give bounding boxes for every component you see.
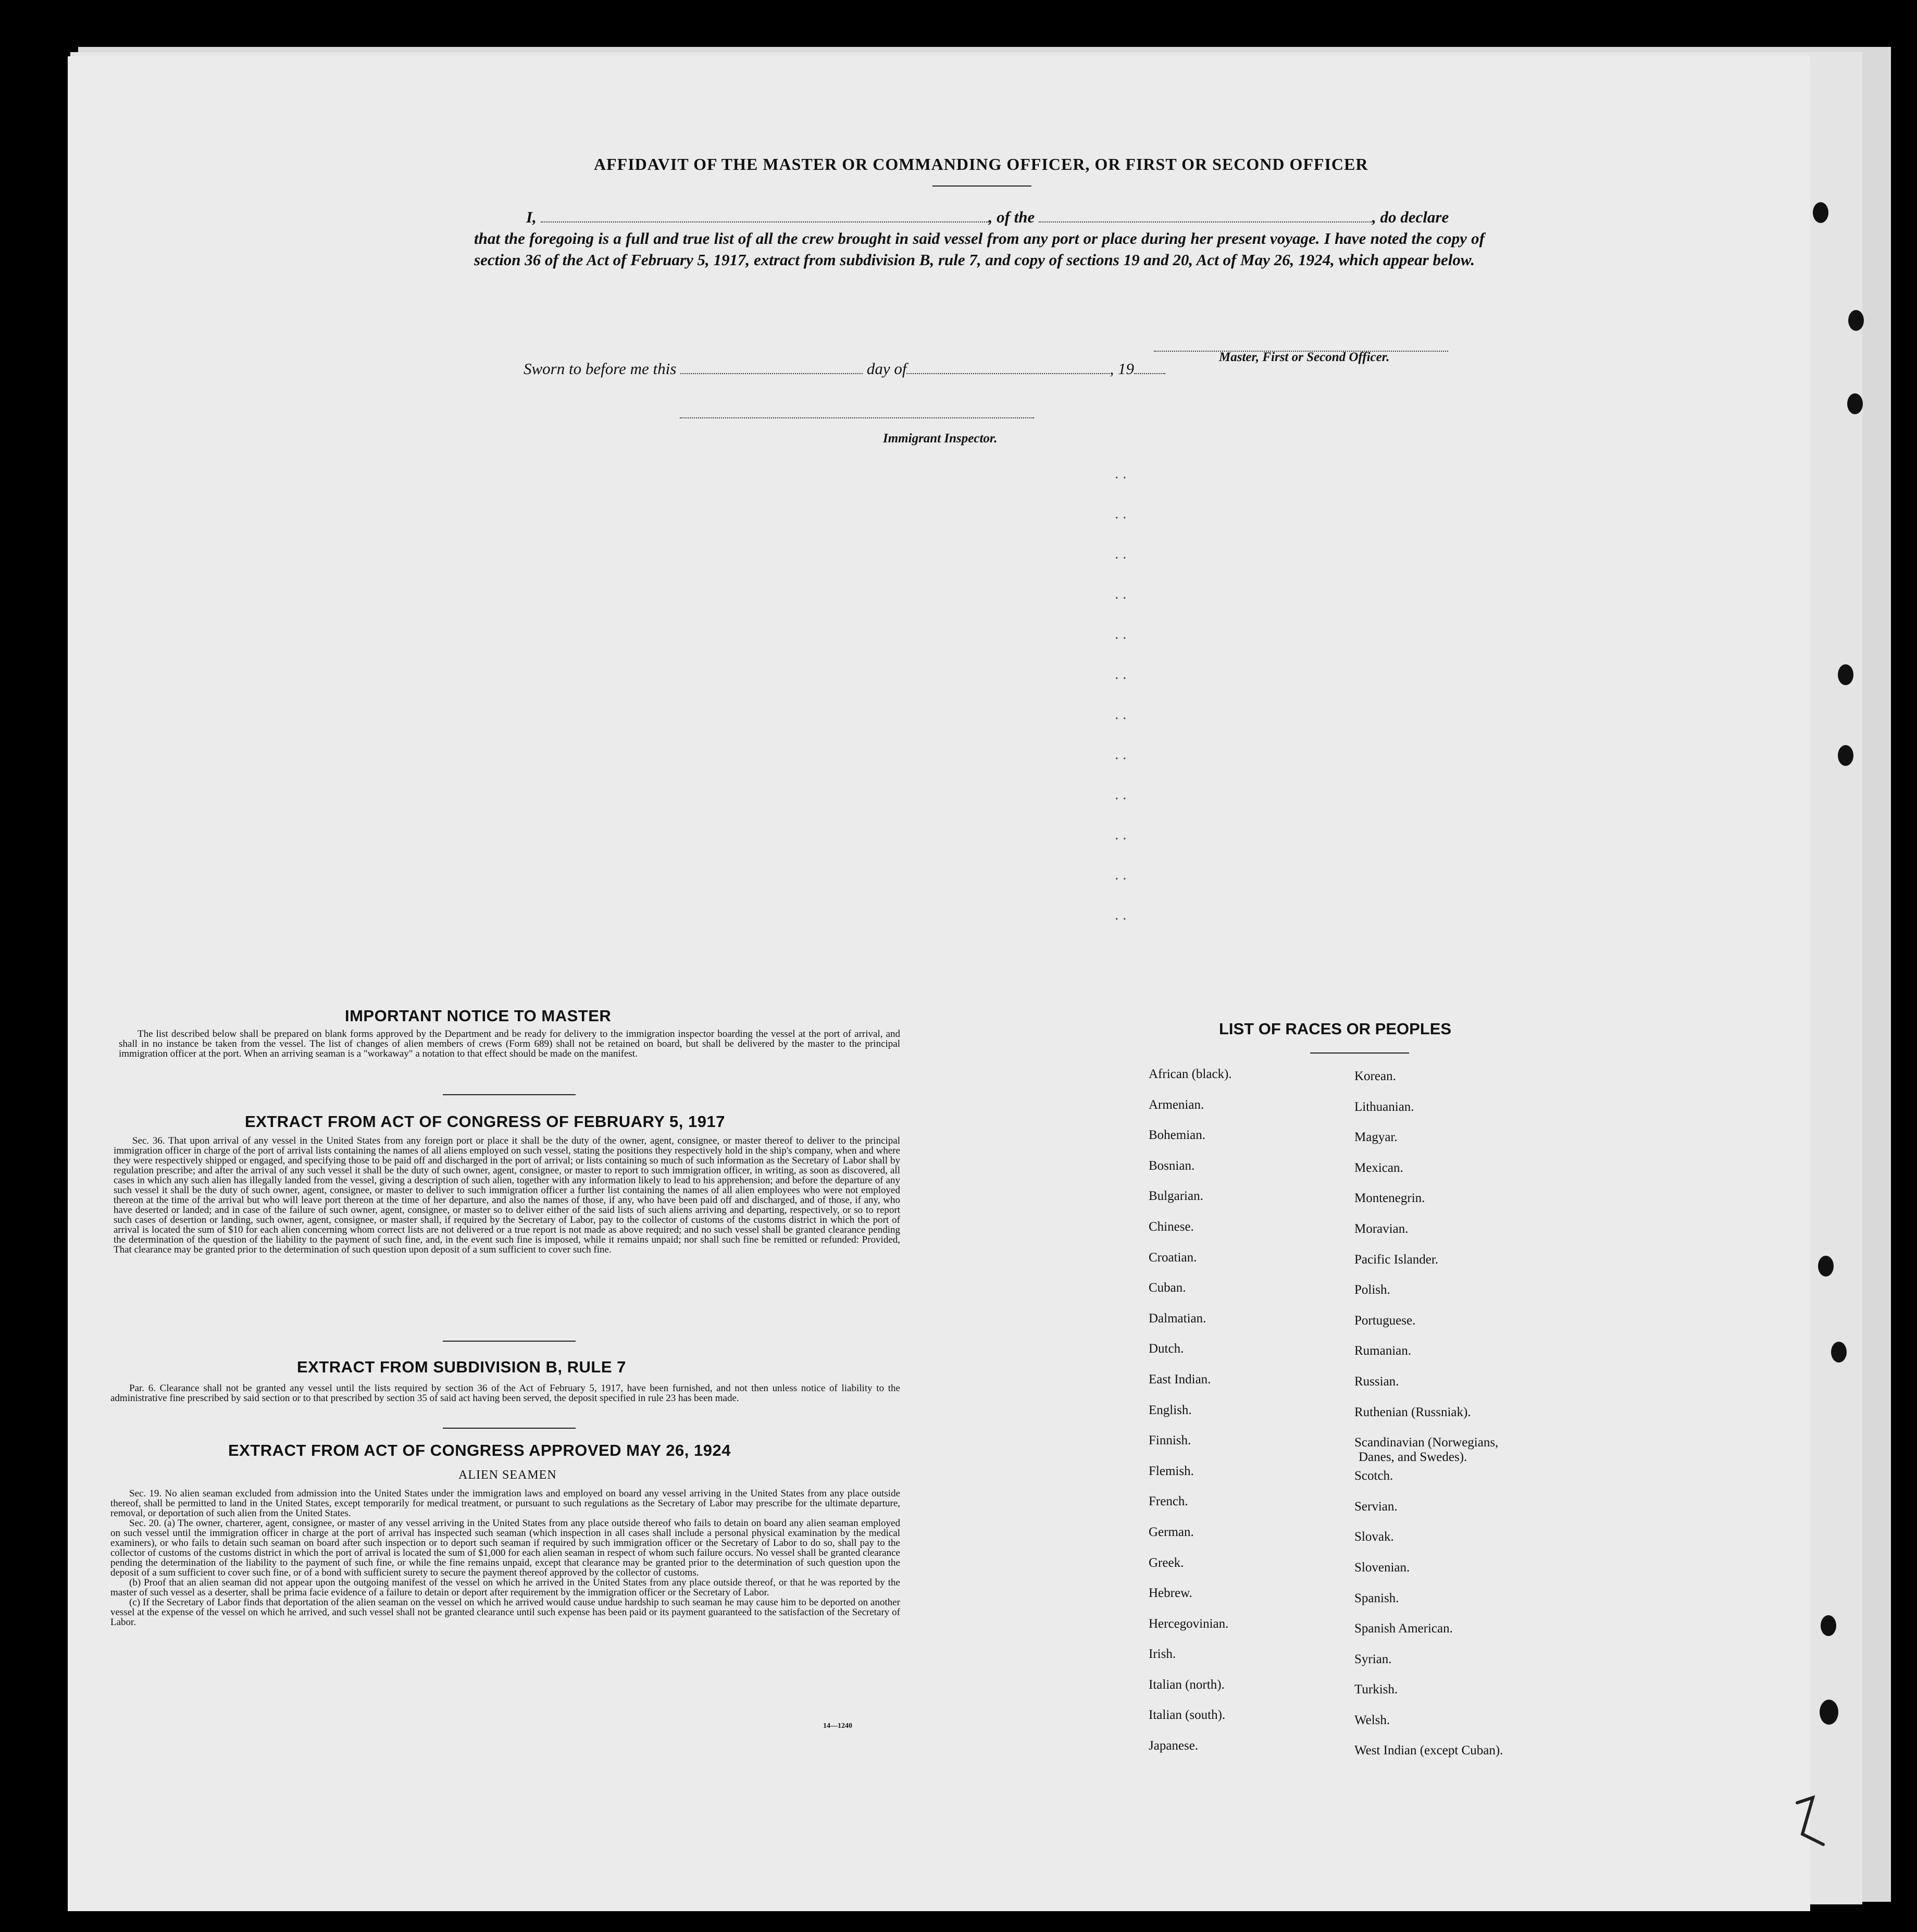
rule7-title: EXTRACT FROM SUBDIVISION B, RULE 7 (297, 1358, 626, 1376)
affidavit-i-label: I, (526, 208, 537, 226)
sworn-year-label: , 19 (1110, 360, 1134, 378)
divider (932, 185, 1031, 187)
race-item: Italian (south). (1149, 1708, 1226, 1723)
race-item: Montenegrin. (1354, 1191, 1425, 1206)
race-item: Pacific Islander. (1354, 1252, 1439, 1267)
race-item: African (black). (1149, 1067, 1232, 1081)
race-item: Bosnian. (1149, 1158, 1195, 1173)
race-item: Italian (north). (1149, 1677, 1225, 1692)
race-item: Syrian. (1354, 1652, 1392, 1666)
act-1917-text: Sec. 36. That upon arrival of any vessel in the United States from any foreign port or place it shall be the duty of the owner, agent, consignee, or master thereof to deliver to the principal immigration officer in charge of the port of arrival lists containing the names of all aliens employed on such vessel, stating the positions they respectively hold in the ship's company, when and where they were respectively shipped or engaged, and specifying those to be paid off and discharged in the port of arrival; or lists containing so much of such information as the Secretary of Labor shall by regulation prescribe; and after the arrival of any such vessel it shall be the duty of such owner, agent, consignee, or master to report to such immigration officer, in writing, as soon as discovered, all cases in which any such alien has illegally landed from the vessel, giving a description of such alien, together with any information likely to lead to his apprehension; and before the departure of any such vessel it shall be the duty of such owner, agent, consignee, or master to deliver to such immigration officer a further list containing the names of all alien employees who were not employed thereon at the time of the arrival but who will leave port thereon at the time of her departure, and also the names of those, if any, who have been paid off and discharged, and of those, if any, who have deserted or landed; and in case of the failure of such owner, agent, consignee, or master so to deliver either of the said lists of such aliens arriving and departing, respectively, or so to report such cases of desertion or landing, such owner, agent, consignee, or master shall, if required by the Secretary of Labor, pay to the collector of customs of the customs district in which the port of arrival is located the sum of $10 for each alien concerning whom correct lists are not delivered or a true report is not made as above required; and no such vessel shall be granted clearance pending the determination of the question of the liability to the payment of such fine, and, in the event such fine is imposed, while it remains unpaid; nor shall such fine be remitted or refunded: Provided, That clearance may be granted prior to the determination of such question upon deposit of a sum sufficient to cover such fine. (114, 1135, 900, 1255)
punch-hole (1831, 1342, 1847, 1363)
race-item: French. (1149, 1494, 1188, 1509)
race-item: Cuban. (1149, 1281, 1186, 1295)
pencil-mark-icon (1792, 1787, 1834, 1850)
race-item: German. (1149, 1525, 1194, 1539)
punch-hole (1838, 664, 1853, 685)
race-item: Hebrew. (1149, 1586, 1192, 1601)
punch-hole (1813, 202, 1828, 223)
sworn-year-field[interactable] (1134, 373, 1165, 374)
affidavit-of-the-label: , of the (988, 208, 1035, 226)
race-item: Russian. (1354, 1374, 1399, 1389)
sworn-month-field[interactable] (906, 373, 1110, 374)
rule7-text: Par. 6. Clearance shall not be granted any vessel until the lists required by section 36 of the Act of February 5, 1917, have been furnished, and not then unless notice of liability to the administrative fine prescribed by said section or to that prescribed by section 35 of said act having been served, the deposit specified in rule 23 has been made. (110, 1383, 900, 1404)
race-item: Finnish. (1149, 1433, 1191, 1448)
affidavit-text: that the foregoing is a full and true list of all the crew brought in said vessel from any port or place during her present voyage. I have noted the copy of section 36 of the Act of February 5, 1917, extract from subdivision B, rule 7, and copy of sections 19 and 20, Act of May 26, 1924, which appear below. (474, 229, 1485, 269)
signature-label: Master, First or Second Officer. (1219, 350, 1390, 364)
race-item: English. (1149, 1403, 1192, 1417)
sworn-prefix: Sworn to before me this (524, 360, 677, 378)
race-item: Mexican. (1354, 1160, 1403, 1175)
races-right-column (1354, 1069, 1532, 1774)
sworn-line (524, 360, 1165, 378)
race-item: Dutch. (1149, 1342, 1184, 1356)
race-item: Polish. (1354, 1283, 1390, 1297)
race-item: Scotch. (1354, 1469, 1393, 1483)
race-item: Greek. (1149, 1555, 1184, 1570)
race-item: West Indian (except Cuban). (1354, 1743, 1503, 1758)
divider (443, 1341, 576, 1342)
affidavit-declaration-line (474, 206, 1485, 228)
affidavit-declare-label: , do declare (1372, 208, 1449, 226)
inspector-signature-line[interactable] (680, 417, 1034, 418)
race-item: Slovenian. (1354, 1560, 1410, 1575)
notice-text: The list described below shall be prepared on blank forms approved by the Department and be ready for delivery to the immigration inspector boarding the vessel at the port of arrival, and shall in no instance be taken from the vessel. The list of changes of alien members of crews (Form 689) shall not be retained on board, but shall be delivered by the master to the principal immigration officer at the port. When an arriving seaman is a "workaway" a notation to that effect should be made on the manifest. (119, 1029, 900, 1059)
act-1924-text: Sec. 19. No alien seaman excluded from admission into the United States under the immigration laws and employed on board any vessel arriving in the United States from any place outside thereof, shall be permitted to land in the United States, except temporarily for medical treatment, or pursuant to such regulations as the Secretary of Labor may prescribe for the ultimate departure, removal, or deportation of such alien from the United States. Sec. 20. (a) The owner, charterer, agent, consignee, or master of any vessel arriving in the United States from any place outside thereof who fails to detain on board any alien seaman employed on such vessel until the immigration officer in charge at the port of arrival has inspected such seaman (which inspection in all cases shall include a personal physical examination by the medical examiners), or who fails to detain such seaman on board after such inspection or to deport such seaman if required by such immigration officer or the Secretary of Labor to do so, shall pay to the collector of customs of the customs district in which the port of arrival is located the sum of $1,000 for each alien seaman in respect of whom such failure occurs. No vessel shall be granted clearance pending the determination of the liability to the payment of such fine, or while the fine remains unpaid, except that clearance may be granted prior to the determination of such question upon the deposit of a sum sufficient to cover such fine, or of a bond with sufficient surety to secure the payment thereof approved by the collector of customs. (b) Proof that an alien seaman did not appear upon the outgoing manifest of the vessel on which he arrived in the United States from any place outside thereof, or that he was reported by the master of such vessel as a deserter, shall be prima facie evidence of a failure to detain or deport after requirement by the immigration officer or the Secretary of Labor. (c) If the Secretary of Labor finds that deportation of the alien seaman on the vessel on which he arrived would cause undue hardship to such seaman he may cause him to be deported on another vessel at the expense of the vessel on which he arrived, and such vessel shall not be granted clearance until such expense has been paid or its payment guaranteed to the satisfaction of the Secretary of Labor. (110, 1488, 900, 1628)
race-item: Spanish American. (1354, 1621, 1453, 1636)
sworn-day-label: day of (866, 360, 907, 378)
race-item: Spanish. (1354, 1591, 1399, 1605)
race-item: Lithuanian. (1354, 1099, 1414, 1114)
race-item: Turkish. (1354, 1682, 1398, 1697)
race-item: East Indian. (1149, 1372, 1211, 1386)
sworn-day-field[interactable] (680, 373, 863, 374)
act-1917-title: EXTRACT FROM ACT OF CONGRESS OF FEBRUARY 5, 1917 (245, 1112, 725, 1131)
document-page (68, 56, 1810, 1911)
affidavit-title: AFFIDAVIT OF THE MASTER OR COMMANDING OFFICER, OR FIRST OR SECOND OFFICER (594, 155, 1368, 174)
race-item: Japanese. (1149, 1739, 1199, 1753)
race-item: Hercegovinian. (1149, 1616, 1229, 1631)
race-item: Dalmatian. (1149, 1311, 1206, 1326)
race-item: Moravian. (1354, 1221, 1409, 1236)
divider (443, 1428, 576, 1429)
race-item: Magyar. (1354, 1130, 1398, 1145)
form-number: 14—1240 (823, 1722, 852, 1730)
faint-marks: . . . . . . . . . . . . . . . . . . . . . . . . (1115, 465, 1127, 923)
punch-hole (1821, 1615, 1836, 1636)
act-1924-subtitle: ALIEN SEAMEN (458, 1468, 557, 1482)
race-item: Bulgarian. (1149, 1189, 1203, 1204)
divider (1310, 1052, 1409, 1054)
name-field[interactable] (541, 221, 989, 222)
race-item: Servian. (1354, 1499, 1398, 1514)
affidavit-body (474, 206, 1485, 270)
races-title: LIST OF RACES OR PEOPLES (1219, 1020, 1452, 1038)
notice-title: IMPORTANT NOTICE TO MASTER (345, 1007, 612, 1025)
divider (443, 1094, 576, 1095)
races-left-column (1149, 1067, 1232, 1769)
race-item: Rumanian. (1354, 1344, 1412, 1358)
punch-hole (1818, 1256, 1834, 1277)
race-item: Bohemian. (1149, 1128, 1206, 1143)
race-item: Slovak. (1354, 1530, 1394, 1544)
race-item: Portuguese. (1354, 1313, 1416, 1328)
race-item: Armenian. (1149, 1097, 1204, 1112)
punch-hole (1847, 393, 1863, 414)
race-item: Ruthenian (Russniak). (1354, 1405, 1471, 1419)
punch-hole (1820, 1700, 1838, 1725)
race-item: Scandinavian (Norwegians, Danes, and Swedes). (1354, 1435, 1499, 1465)
race-item: Irish. (1149, 1647, 1176, 1662)
punch-hole (1848, 310, 1864, 331)
race-item: Korean. (1354, 1069, 1396, 1083)
vessel-field[interactable] (1039, 221, 1372, 222)
race-item: Flemish. (1149, 1464, 1194, 1478)
act-1924-title: EXTRACT FROM ACT OF CONGRESS APPROVED MAY 26, 1924 (228, 1441, 731, 1459)
race-item: Chinese. (1149, 1219, 1194, 1234)
race-item: Welsh. (1354, 1713, 1390, 1727)
inspector-label: Immigrant Inspector. (883, 431, 998, 445)
race-item: Croatian. (1149, 1250, 1197, 1265)
punch-hole (1838, 745, 1853, 766)
